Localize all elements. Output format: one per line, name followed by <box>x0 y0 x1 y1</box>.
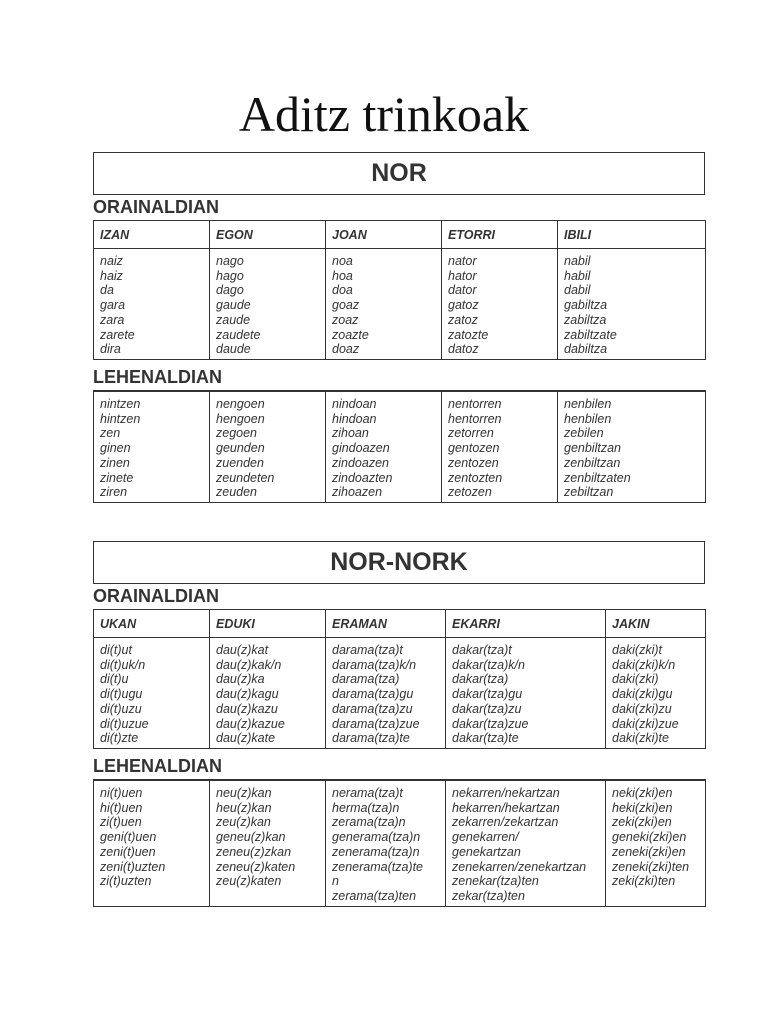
verb-form: di(t)u <box>100 672 129 687</box>
table-header-row <box>94 221 706 249</box>
verb-form: zenekarren/zenekartzan <box>452 859 587 874</box>
verb-form: hoa <box>332 268 353 283</box>
verb-form: hago <box>216 268 244 283</box>
verb-form: di(t)uzu <box>100 701 142 716</box>
verb-forms-cell <box>558 249 706 360</box>
verb-forms-cell <box>210 249 326 360</box>
verb-form: di(t)ugu <box>100 687 143 702</box>
verb-form: darama(tza)k/n <box>332 657 417 672</box>
verb-form: doaz <box>332 342 360 357</box>
verb-forms-cell <box>442 391 558 502</box>
verb-form: zeni(t)uen <box>100 844 156 859</box>
verb-form: zenbiltzaten <box>564 470 631 485</box>
table-nor-nork-present <box>93 609 706 749</box>
verb-forms-cell <box>326 249 442 360</box>
verb-form: zerama(tza)n <box>332 815 406 830</box>
verb-form: genbiltzan <box>564 441 621 456</box>
verb-form: hekarren/hekartzan <box>452 800 560 815</box>
verb-form: gindoazen <box>332 441 390 456</box>
verb-form: dakar(tza)k/n <box>452 657 525 672</box>
verb-form: daki(zki)gu <box>612 687 673 702</box>
verb-form: zaude <box>216 312 251 327</box>
verb-form: zeki(zki)ten <box>612 874 676 889</box>
column-header: EGON <box>210 221 326 249</box>
column-header: ETORRI <box>442 221 558 249</box>
verb-form: zekarren/zekartzan <box>452 815 559 830</box>
verb-forms-cell <box>446 780 606 906</box>
column-header: EDUKI <box>210 610 326 638</box>
verb-form: zeneu(z)zkan <box>216 844 292 859</box>
verb-form: zi(t)uzten <box>100 874 152 889</box>
verb-form: heu(z)kan <box>216 800 272 815</box>
verb-form: daki(zki) <box>612 672 659 687</box>
verb-form: gentozen <box>448 441 500 456</box>
verb-form: di(t)ut <box>100 643 132 657</box>
verb-form: gatoz <box>448 298 479 313</box>
verb-form: dakar(tza) <box>452 672 509 687</box>
verb-form: zeki(zki)en <box>612 815 672 830</box>
table-row <box>94 391 706 502</box>
verb-form: nago <box>216 254 244 268</box>
verb-form: zi(t)uen <box>100 815 142 830</box>
verb-form: zentozten <box>448 470 503 485</box>
verb-form: nengoen <box>216 397 265 411</box>
verb-form: zeundeten <box>216 470 275 485</box>
verb-form: hintzen <box>100 411 141 426</box>
verb-form: naiz <box>100 254 123 268</box>
verb-form: datoz <box>448 342 479 357</box>
verb-forms-cell <box>558 391 706 502</box>
table-header-row <box>94 610 706 638</box>
verb-form: nenbilen <box>564 397 612 411</box>
verb-forms-cell <box>94 638 210 749</box>
verb-form: zaudete <box>216 327 261 342</box>
verb-form: habil <box>564 268 591 283</box>
verb-form: goaz <box>332 298 360 313</box>
verb-form: zen <box>100 426 121 441</box>
verb-form: di(t)zte <box>100 731 139 746</box>
verb-form: dakar(tza)t <box>452 643 512 657</box>
verb-forms-cell <box>210 780 326 906</box>
verb-forms-cell <box>446 638 606 749</box>
verb-form: hengoen <box>216 411 265 426</box>
verb-form: zenerama(tza)te <box>332 859 424 874</box>
column-header: UKAN <box>94 610 210 638</box>
verb-form: nator <box>448 254 477 268</box>
verb-forms-cell <box>606 780 706 906</box>
verb-form: zatoz <box>448 312 478 327</box>
verb-form: zinete <box>100 470 134 485</box>
verb-form: ginen <box>100 441 131 456</box>
verb-form: neki(zki)en <box>612 786 673 800</box>
verb-form: gabiltza <box>564 298 608 313</box>
column-header: ERAMAN <box>326 610 446 638</box>
verb-form: dakar(tza)gu <box>452 687 523 702</box>
verb-form: zoaz <box>332 312 359 327</box>
subheading-orainaldian: ORAINALDIAN <box>93 197 219 217</box>
verb-form: zetozen <box>448 485 492 500</box>
subheading-orainaldian: ORAINALDIAN <box>93 586 219 606</box>
verb-forms-cell <box>210 391 326 502</box>
verb-form: zetorren <box>448 426 494 441</box>
verb-form: daki(zki)k/n <box>612 657 676 672</box>
table-row <box>94 780 706 906</box>
table-row <box>94 638 706 749</box>
verb-form: dau(z)kazu <box>216 701 278 716</box>
verb-forms-cell <box>326 638 446 749</box>
verb-form: genekartzan <box>452 844 521 859</box>
verb-form: nerama(tza)t <box>332 786 403 800</box>
verb-form: dator <box>448 283 477 298</box>
verb-forms-cell <box>442 249 558 360</box>
verb-form: geni(t)uen <box>100 830 157 845</box>
verb-form: dakar(tza)te <box>452 731 519 746</box>
verb-form: daki(zki)zue <box>612 716 679 731</box>
verb-form: zeu(z)kan <box>216 815 271 830</box>
verb-form: zebilen <box>564 426 604 441</box>
column-header: JAKIN <box>606 610 706 638</box>
verb-form: zeneki(zki)en <box>612 844 686 859</box>
verb-form: zeneu(z)katen <box>216 859 296 874</box>
verb-form: ziren <box>100 485 128 500</box>
verb-form: dira <box>100 342 121 357</box>
verb-form: n <box>332 874 339 889</box>
verb-form: zabiltzate <box>564 327 617 342</box>
verb-form: daude <box>216 342 251 357</box>
verb-form: darama(tza) <box>332 672 400 687</box>
verb-form: zenbiltzan <box>564 455 621 470</box>
verb-form: zeuden <box>216 485 258 500</box>
verb-form: geneki(zki)en <box>612 830 687 845</box>
verb-form: geneu(z)kan <box>216 830 286 845</box>
table-nor-past <box>93 390 706 503</box>
verb-form: zeni(t)uzten <box>100 859 166 874</box>
verb-form: dau(z)kagu <box>216 687 279 702</box>
verb-form: zatozte <box>448 327 489 342</box>
verb-form: noa <box>332 254 353 268</box>
table-row <box>94 249 706 360</box>
verb-form: zekar(tza)ten <box>452 888 525 903</box>
verb-form: nekarren/nekartzan <box>452 786 560 800</box>
verb-form: zindoazen <box>332 455 389 470</box>
verb-form: zeneki(zki)ten <box>612 859 690 874</box>
verb-form: zenerama(tza)n <box>332 844 420 859</box>
verb-form: dago <box>216 283 244 298</box>
verb-form: darama(tza)gu <box>332 687 414 702</box>
verb-form: zihoazen <box>332 485 383 500</box>
verb-form: zuenden <box>216 455 264 470</box>
verb-form: zindoazten <box>332 470 393 485</box>
verb-forms-cell <box>326 780 446 906</box>
verb-form: nentorren <box>448 397 502 411</box>
verb-form: da <box>100 283 114 298</box>
verb-form: dakar(tza)zu <box>452 701 522 716</box>
verb-form: daki(zki)zu <box>612 701 672 716</box>
verb-form: zebiltzan <box>564 485 614 500</box>
section-heading-label: NOR-NORK <box>330 548 468 576</box>
table-nor-nork-past <box>93 779 706 907</box>
subheading-lehenaldian: LEHENALDIAN <box>93 756 222 776</box>
verb-form: dau(z)kate <box>216 731 276 746</box>
verb-forms-cell <box>94 249 210 360</box>
verb-form: gara <box>100 298 126 313</box>
verb-form: dau(z)kat <box>216 643 269 657</box>
column-header: EKARRI <box>446 610 606 638</box>
verb-forms-cell <box>210 638 326 749</box>
verb-form: zinen <box>100 455 130 470</box>
verb-form: hindoan <box>332 411 377 426</box>
verb-form: daki(zki)t <box>612 643 663 657</box>
page-title: Aditz trinkoak <box>238 86 530 142</box>
column-header: JOAN <box>326 221 442 249</box>
verb-form: zentozen <box>448 455 499 470</box>
verb-form: dakar(tza)zue <box>452 716 529 731</box>
verb-form: ni(t)uen <box>100 786 143 800</box>
verb-form: nindoan <box>332 397 377 411</box>
subheading-lehenaldian: LEHENALDIAN <box>93 367 222 387</box>
verb-form: darama(tza)zu <box>332 701 413 716</box>
verb-form: dau(z)ka <box>216 672 265 687</box>
verb-form: zara <box>100 312 125 327</box>
verb-form: doa <box>332 283 353 298</box>
verb-form: hentorren <box>448 411 502 426</box>
verb-form: herma(tza)n <box>332 800 400 815</box>
verb-form: zihoan <box>332 426 369 441</box>
table-nor-present <box>93 220 706 360</box>
verb-form: generama(tza)n <box>332 830 421 845</box>
verb-forms-cell <box>94 780 210 906</box>
verb-form: genekarren/ <box>452 830 519 845</box>
verb-form: di(t)uk/n <box>100 657 146 672</box>
verb-form: zoazte <box>332 327 369 342</box>
verb-form: hator <box>448 268 477 283</box>
verb-form: zegoen <box>216 426 258 441</box>
verb-form: dau(z)kak/n <box>216 657 282 672</box>
verb-form: zerama(tza)ten <box>332 888 417 903</box>
verb-form: darama(tza)zue <box>332 716 420 731</box>
verb-form: daki(zki)te <box>612 731 669 746</box>
column-header: IZAN <box>94 221 210 249</box>
verb-form: gaude <box>216 298 251 313</box>
verb-form: zabiltza <box>564 312 607 327</box>
verb-form: geunden <box>216 441 265 456</box>
section-heading-label: NOR <box>371 159 427 187</box>
verb-forms-cell <box>94 391 210 502</box>
verb-form: darama(tza)t <box>332 643 403 657</box>
section-heading-nor <box>93 152 705 195</box>
verb-forms-cell <box>326 391 442 502</box>
verb-form: darama(tza)te <box>332 731 410 746</box>
verb-form: henbilen <box>564 411 612 426</box>
column-header: IBILI <box>558 221 706 249</box>
verb-form: di(t)uzue <box>100 716 149 731</box>
verb-forms-cell <box>606 638 706 749</box>
verb-form: nintzen <box>100 397 141 411</box>
verb-form: neu(z)kan <box>216 786 272 800</box>
verb-form: dabiltza <box>564 342 608 357</box>
verb-form: dau(z)kazue <box>216 716 285 731</box>
verb-form: hi(t)uen <box>100 800 143 815</box>
verb-form: haiz <box>100 268 123 283</box>
verb-form: zarete <box>100 327 135 342</box>
verb-form: heki(zki)en <box>612 800 673 815</box>
verb-form: nabil <box>564 254 591 268</box>
verb-form: dabil <box>564 283 591 298</box>
section-heading-nor-nork <box>93 541 705 584</box>
verb-form: zenekar(tza)ten <box>452 874 539 889</box>
verb-form: zeu(z)katen <box>216 874 282 889</box>
